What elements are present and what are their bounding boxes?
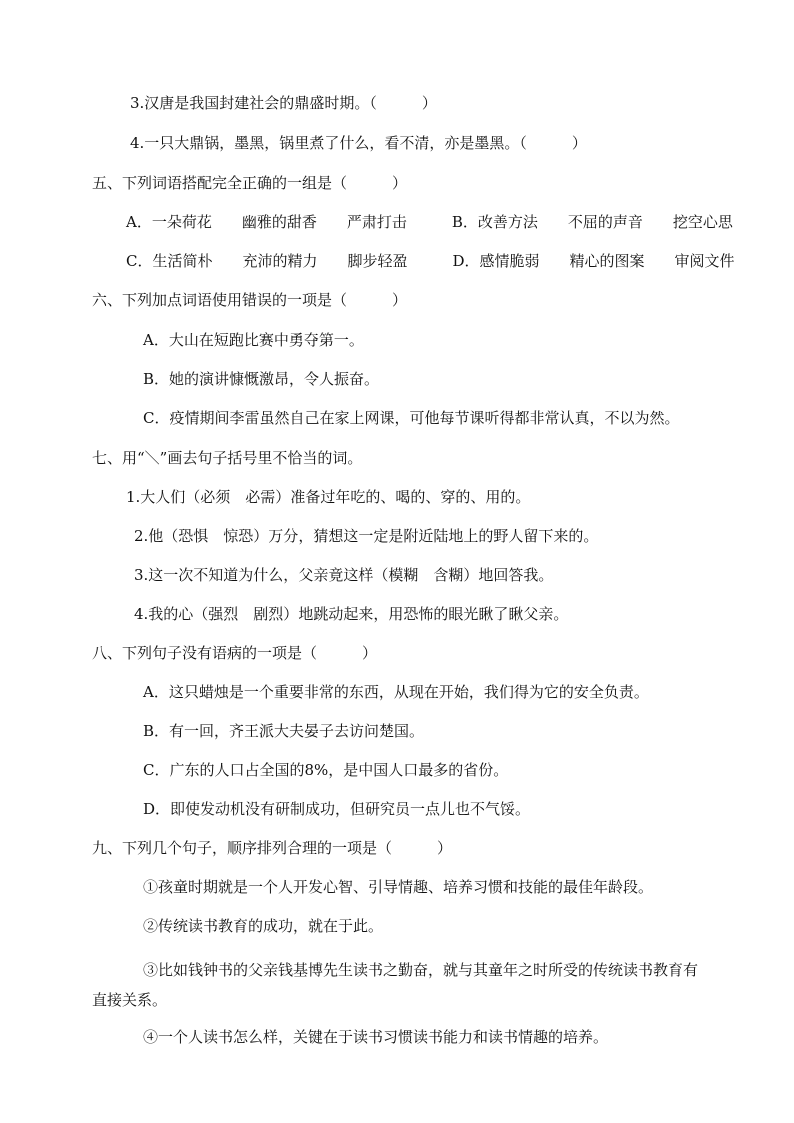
option-c: C．广东的人口占全国的8%，是中国人口最多的省份。	[143, 761, 509, 779]
sentence-2: 2.他（恐惧 惊恐）万分，猜想这一定是附近陆地上的野人留下来的。	[134, 527, 599, 545]
option-b: B．她的演讲慷慨激昂，令人振奋。	[143, 370, 380, 388]
option-a: A．这只蜡烛是一个重要非常的东西，从现在开始，我们得为它的安全负责。	[143, 683, 649, 701]
sentence-circle-4: ④一个人读书怎么样，关键在于读书习惯读书能力和读书情趣的培养。	[143, 1028, 609, 1046]
question-6-heading: 六、下列加点词语使用错误的一项是（ ）	[92, 291, 408, 309]
option-row-ab: A．一朵荷花 幽雅的甜香 严肃打击 B．改善方法 不屈的声音 挖空心思	[126, 213, 733, 231]
option-d: D．即使发动机没有研制成功，但研究员一点儿也不气馁。	[143, 800, 531, 818]
option-c: C．疫情期间李雷虽然自己在家上网课，可他每节课听得都非常认真，不以为然。	[143, 409, 680, 427]
question-5-heading: 五、下列词语搭配完全正确的一组是（ ）	[92, 174, 408, 192]
sentence-3: 3.这一次不知道为什么，父亲竟这样（模糊 含糊）地回答我。	[134, 566, 554, 584]
sentence-circle-2: ②传统读书教育的成功，就在于此。	[143, 917, 384, 935]
sentence-circle-3: ③比如钱钟书的父亲钱基博先生读书之勤奋，就与其童年之时所受的传统读书教育有直接关系。	[92, 961, 699, 1009]
sentence-circle-1: ①孩童时期就是一个人开发心智、引导情趣、培养习惯和技能的最佳年龄段。	[143, 878, 654, 896]
item-3: 3.汉唐是我国封建社会的鼎盛时期。（ ）	[130, 94, 437, 112]
question-7-heading: 七、用“＼”画去句子括号里不恰当的词。	[92, 449, 363, 467]
question-8-heading: 八、下列句子没有语病的一项是（ ）	[92, 644, 378, 662]
sentence-1: 1.大人们（必须 必需）准备过年吃的、喝的、穿的、用的。	[126, 488, 531, 506]
sentence-4: 4.我的心（强烈 剧烈）地跳动起来，用恐怖的眼光瞅了瞅父亲。	[134, 605, 569, 623]
option-b: B．有一回，齐王派大夫晏子去访问楚国。	[143, 722, 425, 740]
question-9-heading: 九、下列几个句子，顺序排列合理的一项是（ ）	[92, 839, 453, 857]
item-4: 4.一只大鼎锅，墨黑，锅里煮了什么，看不清，亦是墨黑。（ ）	[130, 134, 587, 152]
option-a: A．大山在短跑比赛中勇夺第一。	[143, 331, 364, 349]
option-row-cd: C．生活简朴 充沛的精力 脚步轻盈 D．感情脆弱 精心的图案 审阅文件	[126, 252, 735, 270]
